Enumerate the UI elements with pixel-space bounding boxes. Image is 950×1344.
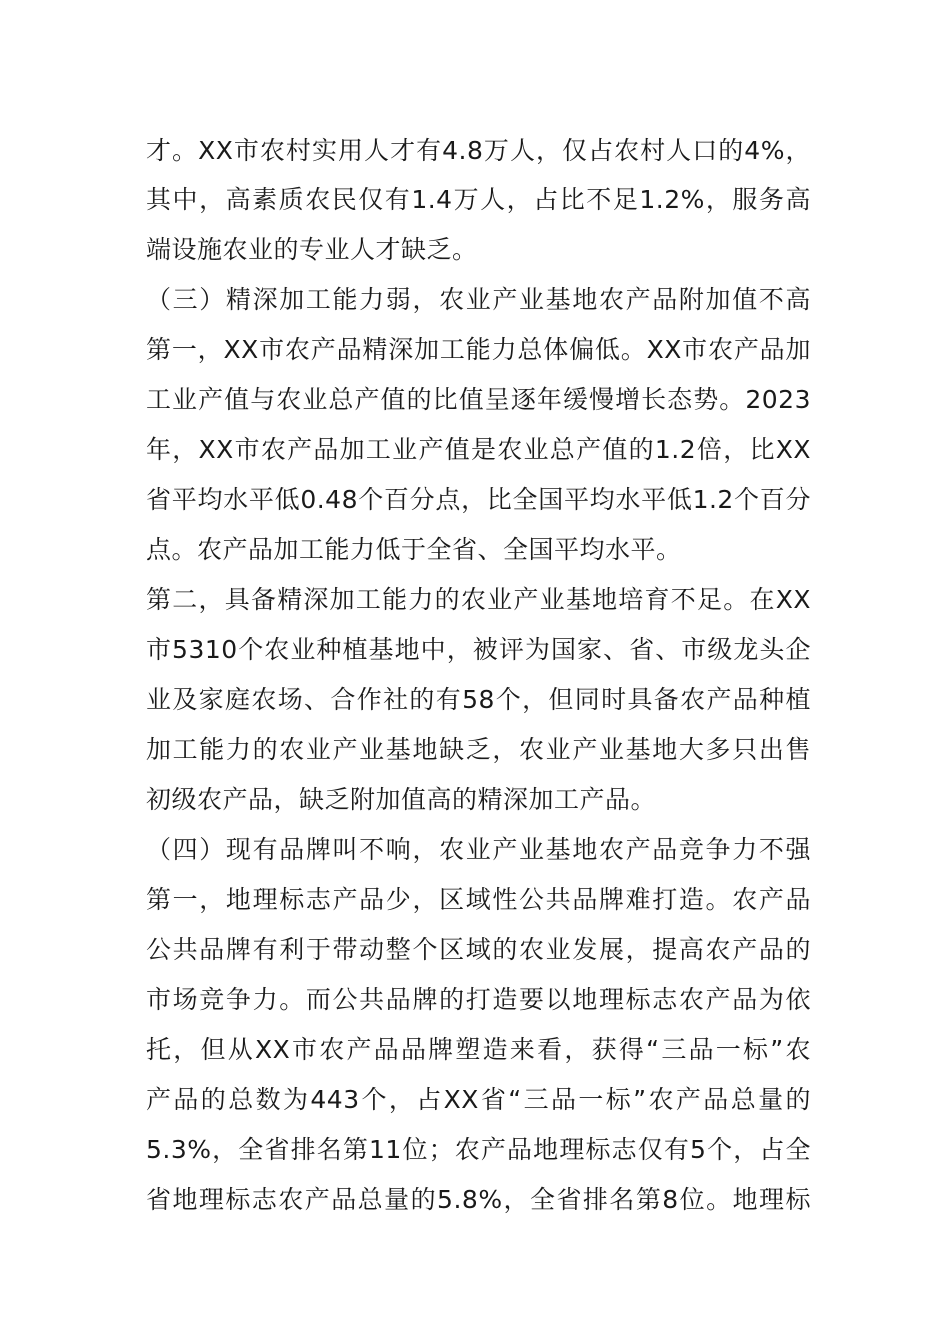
text-line: 托，但从XX市农产品品牌塑造来看，获得“三品一标”农 xyxy=(146,1035,811,1064)
text-line: 市5310个农业种植基地中，被评为国家、省、市级龙头企 xyxy=(146,635,811,664)
text-line: 初级农产品，缺乏附加值高的精深加工产品。 xyxy=(146,785,657,814)
text-line: 才。XX市农村实用人才有4.8万人，仅占农村人口的4%， xyxy=(146,136,811,165)
text-line: 工业产值与农业总产值的比值呈逐年缓慢增长态势。2023 xyxy=(146,385,811,414)
text-line: 市场竞争力。而公共品牌的打造要以地理标志农产品为依 xyxy=(146,985,811,1014)
section-heading: （三）精深加工能力弱，农业产业基地农产品附加值不高 xyxy=(146,285,811,314)
section-heading: （四）现有品牌叫不响，农业产业基地农产品竞争力不强 xyxy=(146,835,811,864)
text-line: 业及家庭农场、合作社的有58个，但同时具备农产品种植 xyxy=(146,685,811,714)
text-line: 省地理标志农产品总量的5.8%，全省排名第8位。地理标 xyxy=(146,1185,811,1214)
text-line: 第一，XX市农产品精深加工能力总体偏低。XX市农产品加 xyxy=(146,335,811,364)
text-line: 第二，具备精深加工能力的农业产业基地培育不足。在XX xyxy=(146,585,811,614)
text-line: 年，XX市农产品加工业产值是农业总产值的1.2倍，比XX xyxy=(146,435,811,464)
text-line: 加工能力的农业产业基地缺乏，农业产业基地大多只出售 xyxy=(146,735,811,764)
text-line: 产品的总数为443个，占XX省“三品一标”农产品总量的 xyxy=(146,1085,811,1114)
text-line: 点。农产品加工能力低于全省、全国平均水平。 xyxy=(146,535,682,564)
text-line: 第一，地理标志产品少，区域性公共品牌难打造。农产品 xyxy=(146,885,811,914)
text-line: 公共品牌有利于带动整个区域的农业发展，提高农产品的 xyxy=(146,935,811,964)
text-line: 其中，高素质农民仅有1.4万人，占比不足1.2%，服务高 xyxy=(146,185,811,214)
text-line: 5.3%，全省排名第11位；农产品地理标志仅有5个，占全 xyxy=(146,1135,811,1164)
text-line: 端设施农业的专业人才缺乏。 xyxy=(146,235,478,264)
text-line: 省平均水平低0.48个百分点，比全国平均水平低1.2个百分 xyxy=(146,485,811,514)
